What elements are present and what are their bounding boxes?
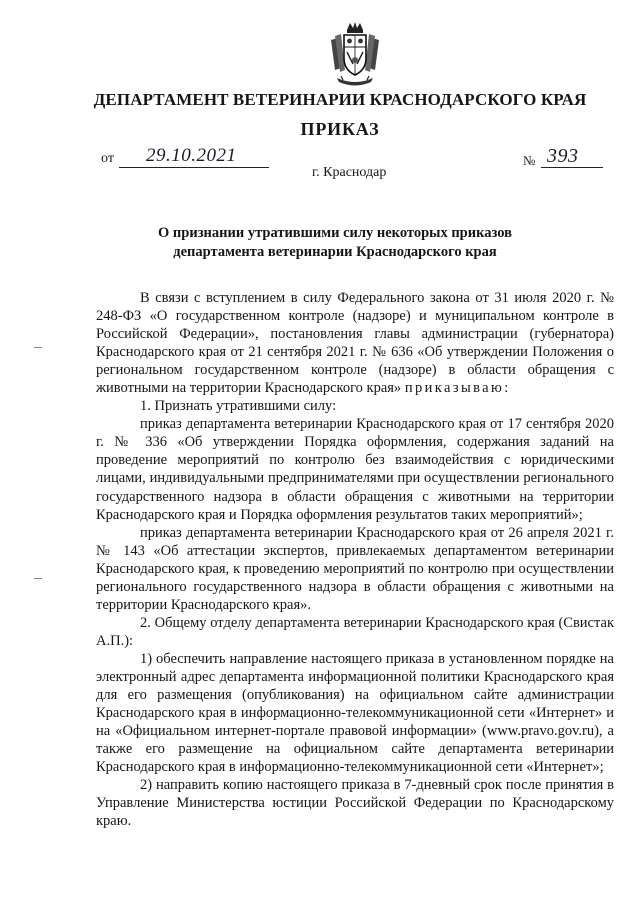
number-underline xyxy=(541,167,603,168)
clause-2: 2. Общему отделу департамента ветеринарии Краснодарского края (Свистак А.П.): xyxy=(96,614,614,649)
preamble-text: В связи с вступлением в силу Федерального закона от 31 июля 2020 г. № 248-ФЗ «О государственном контроле (надзоре) и муниципальном контроле в Российской Федерации», постановления главы администрации (губернатора) Краснодарского края от 21 сентября 2021 г. № 636 «Об утверждении Положения о региональном государственном контроле (надзоре) в области обращения с животными на территории Краснодарского края» xyxy=(96,290,614,397)
order-date-field xyxy=(101,145,281,170)
margin-mark xyxy=(34,347,42,348)
clause-1: 1. Признать утратившими силу: xyxy=(140,398,337,415)
clause-2-item-1: 1) обеспечить направление настоящего приказа в установленном порядке на электронный адрес департамента информационной политики Краснодарского края для его размещения (опубликования) на официальном сайте администрации Краснодарского края в информационно-телекоммуникационной сети «Интернет» и на «Официальном интернет-портале правовой информации» (www.pravo.gov.ru), а также его размещение на официальном сайте департамента ветеринарии Краснодарского края в информационно-телекоммуникационной сети «Интернет»; xyxy=(96,650,614,776)
order-verb: приказываю: xyxy=(404,380,511,397)
preamble-paragraph xyxy=(96,289,614,397)
order-body xyxy=(96,289,614,830)
margin-mark xyxy=(34,578,42,579)
order-number-field xyxy=(505,145,605,170)
repealed-order-2: приказ департамента ветеринарии Краснодарского края от 26 апреля 2021 г. № 143 «Об аттестации экспертов, привлекаемых департаментом ветеринарии Краснодарского края, к проведению мероприятий по контролю при осуществлении регионального государственного надзора в области обращения с животными на территории Краснодарского края». xyxy=(96,524,614,613)
order-date-value: 29.10.2021 xyxy=(146,145,237,166)
clause-2-item-2: 2) направить копию настоящего приказа в 7-дневный срок после принятия в Управление Министерства юстиции Российской Федерации по Краснодарскому краю. xyxy=(96,777,614,830)
date-label: от xyxy=(101,151,114,166)
subject-line-1: О признании утратившими силу некоторых приказов xyxy=(158,225,512,241)
number-label: № xyxy=(523,153,536,168)
repealed-order-1: приказ департамента ветеринарии Краснодарского края от 17 сентября 2020 г. № 336 «Об утверждении Порядка оформления, содержания заданий на проведение мероприятий по контролю без взаимодействия с юридическими лицами, индивидуальными предпринимателями при осуществлении регионального государственного надзора в области обращения с животными на территории Краснодарского края и Порядка оформления результатов таких мероприятий»; xyxy=(96,416,614,523)
city-label: г. Краснодар xyxy=(312,165,387,180)
document-type-title: ПРИКАЗ xyxy=(300,119,380,139)
order-subject xyxy=(110,224,560,262)
subject-line-2: департамента ветеринарии Краснодарского края xyxy=(173,244,497,260)
date-underline xyxy=(119,167,269,168)
krasnodar-krai-coat-of-arms-icon xyxy=(325,20,385,88)
order-number-value: 393 xyxy=(547,145,579,167)
department-title: ДЕПАРТАМЕНТ ВЕТЕРИНАРИИ КРАСНОДАРСКОГО КРАЯ xyxy=(93,90,587,109)
